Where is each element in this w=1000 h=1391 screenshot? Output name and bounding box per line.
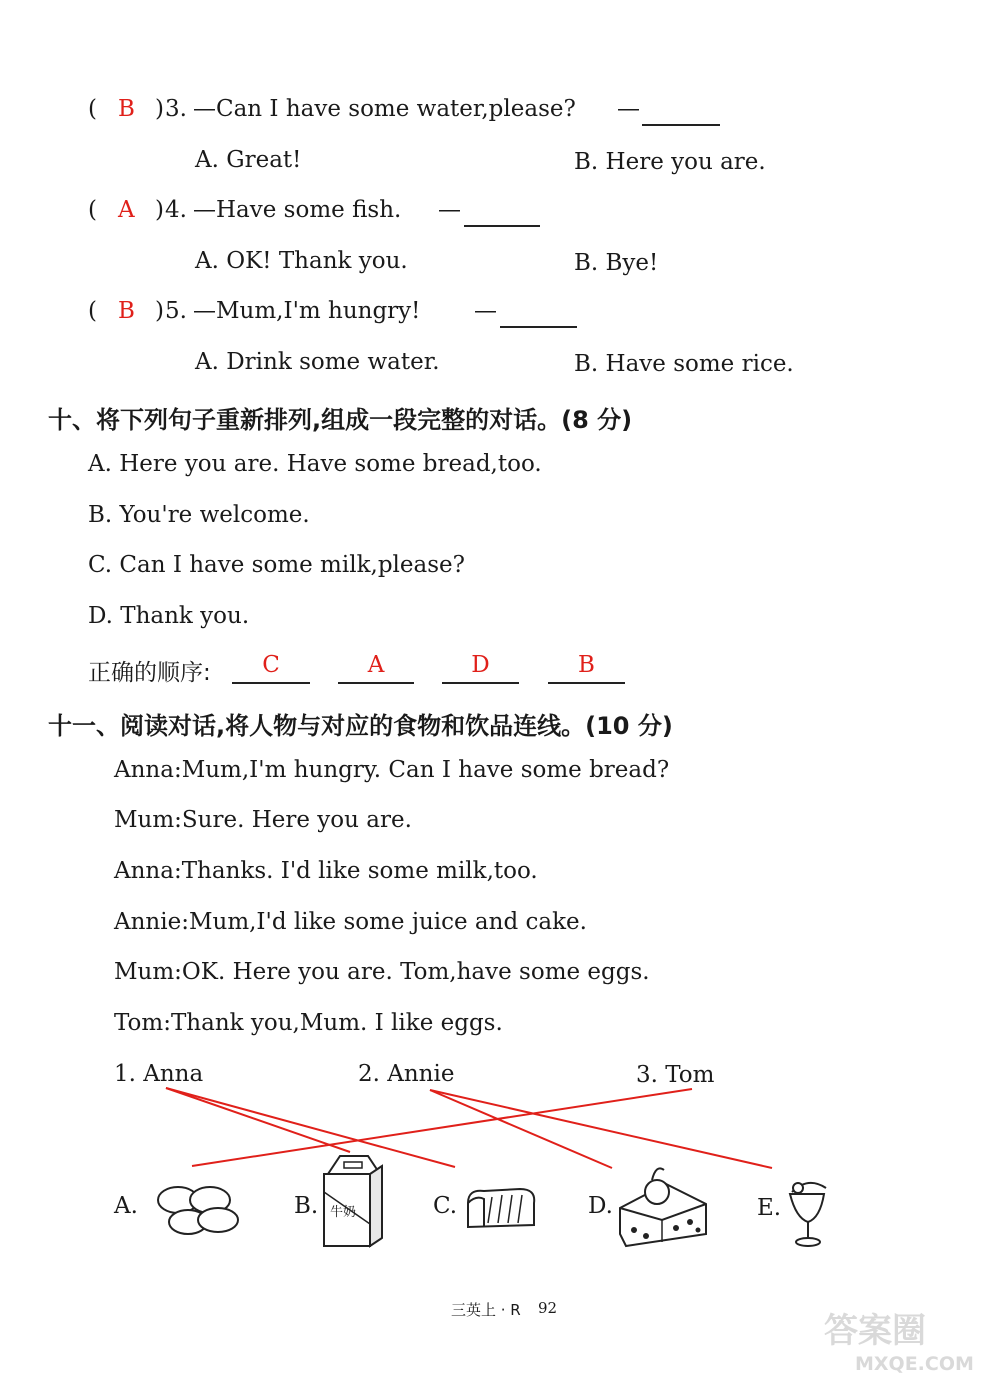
- food-label-c: C.: [433, 1193, 458, 1219]
- line-annie-juice: [430, 1090, 772, 1168]
- person-tom: 3. Tom: [636, 1062, 715, 1088]
- eggs-icon: [150, 1180, 245, 1240]
- sentence-c: C. Can I have some milk,please?: [88, 552, 465, 578]
- footer-book-label: 三英上 · R: [451, 1301, 521, 1319]
- dialogue-line-5: Mum:OK. Here you are. Tom,have some eggs.: [114, 959, 650, 985]
- section-10-heading: 十、将下列句子重新排列,组成一段完整的对话。(8 分): [48, 406, 633, 434]
- paren-open: (: [88, 298, 97, 324]
- question-prompt: —Have some fish.: [193, 197, 402, 223]
- option-b: B. Here you are.: [574, 149, 766, 175]
- page-number: 92: [538, 1299, 558, 1317]
- food-label-a: A.: [114, 1193, 138, 1219]
- answer-mark: B: [118, 298, 135, 324]
- response-dash: —: [474, 298, 497, 324]
- person-annie: 2. Annie: [358, 1061, 455, 1087]
- food-label-b: B.: [294, 1193, 319, 1219]
- line-tom-eggs: [192, 1089, 692, 1166]
- milk-carton-icon: [318, 1152, 388, 1252]
- line-annie-cake: [430, 1090, 612, 1168]
- paren-open: (: [88, 96, 97, 122]
- food-label-e: E.: [757, 1195, 782, 1221]
- food-label-d: D.: [588, 1193, 613, 1219]
- option-b: B. Have some rice.: [574, 351, 794, 377]
- response-dash: —: [438, 197, 461, 223]
- sentence-d: D. Thank you.: [88, 603, 250, 629]
- answer-mark: A: [118, 197, 135, 223]
- question-number: 3.: [165, 96, 187, 122]
- milk-carton-label: 牛奶: [330, 1205, 357, 1220]
- dialogue-line-2: Mum:Sure. Here you are.: [114, 807, 412, 833]
- sentence-a: A. Here you are. Have some bread,too.: [88, 451, 542, 477]
- line-anna-milk: [166, 1088, 350, 1152]
- option-a: A. Drink some water.: [195, 349, 440, 375]
- watermark-logo: 答案圈: [824, 1311, 926, 1351]
- order-answer-2: A: [338, 652, 414, 684]
- dialogue-line-3: Anna:Thanks. I'd like some milk,too.: [114, 858, 538, 884]
- dialogue-line-6: Tom:Thank you,Mum. I like eggs.: [114, 1010, 503, 1036]
- bread-icon: [462, 1185, 542, 1233]
- section-11-heading: 十一、阅读对话,将人物与对应的食物和饮品连线。(10 分): [48, 712, 673, 740]
- dialogue-line-1: Anna:Mum,I'm hungry. Can I have some bread?: [114, 757, 670, 783]
- person-anna: 1. Anna: [114, 1061, 204, 1087]
- response-dash: —: [617, 96, 640, 122]
- watermark-url: MXQE.COM: [855, 1353, 974, 1375]
- order-answer-1: C: [232, 652, 310, 684]
- order-answer-4: B: [548, 652, 625, 684]
- option-a: A. OK! Thank you.: [195, 248, 408, 274]
- paren-close: ): [155, 197, 164, 223]
- option-b: B. Bye!: [574, 250, 659, 276]
- question-prompt: —Can I have some water,please?: [193, 96, 576, 122]
- answer-mark: B: [118, 96, 135, 122]
- sentence-b: B. You're welcome.: [88, 502, 310, 528]
- paren-close: ): [155, 298, 164, 324]
- paren-close: ): [155, 96, 164, 122]
- option-a: A. Great!: [195, 147, 302, 173]
- cake-icon: [612, 1160, 712, 1252]
- question-number: 5.: [165, 298, 187, 324]
- order-answer-3: D: [442, 652, 519, 684]
- juice-glass-icon: [784, 1170, 832, 1250]
- question-prompt: —Mum,I'm hungry!: [193, 298, 421, 324]
- dialogue-line-4: Annie:Mum,I'd like some juice and cake.: [114, 909, 587, 935]
- paren-open: (: [88, 197, 97, 223]
- line-anna-bread: [166, 1088, 455, 1167]
- order-label: 正确的顺序:: [88, 660, 211, 686]
- question-number: 4.: [165, 197, 187, 223]
